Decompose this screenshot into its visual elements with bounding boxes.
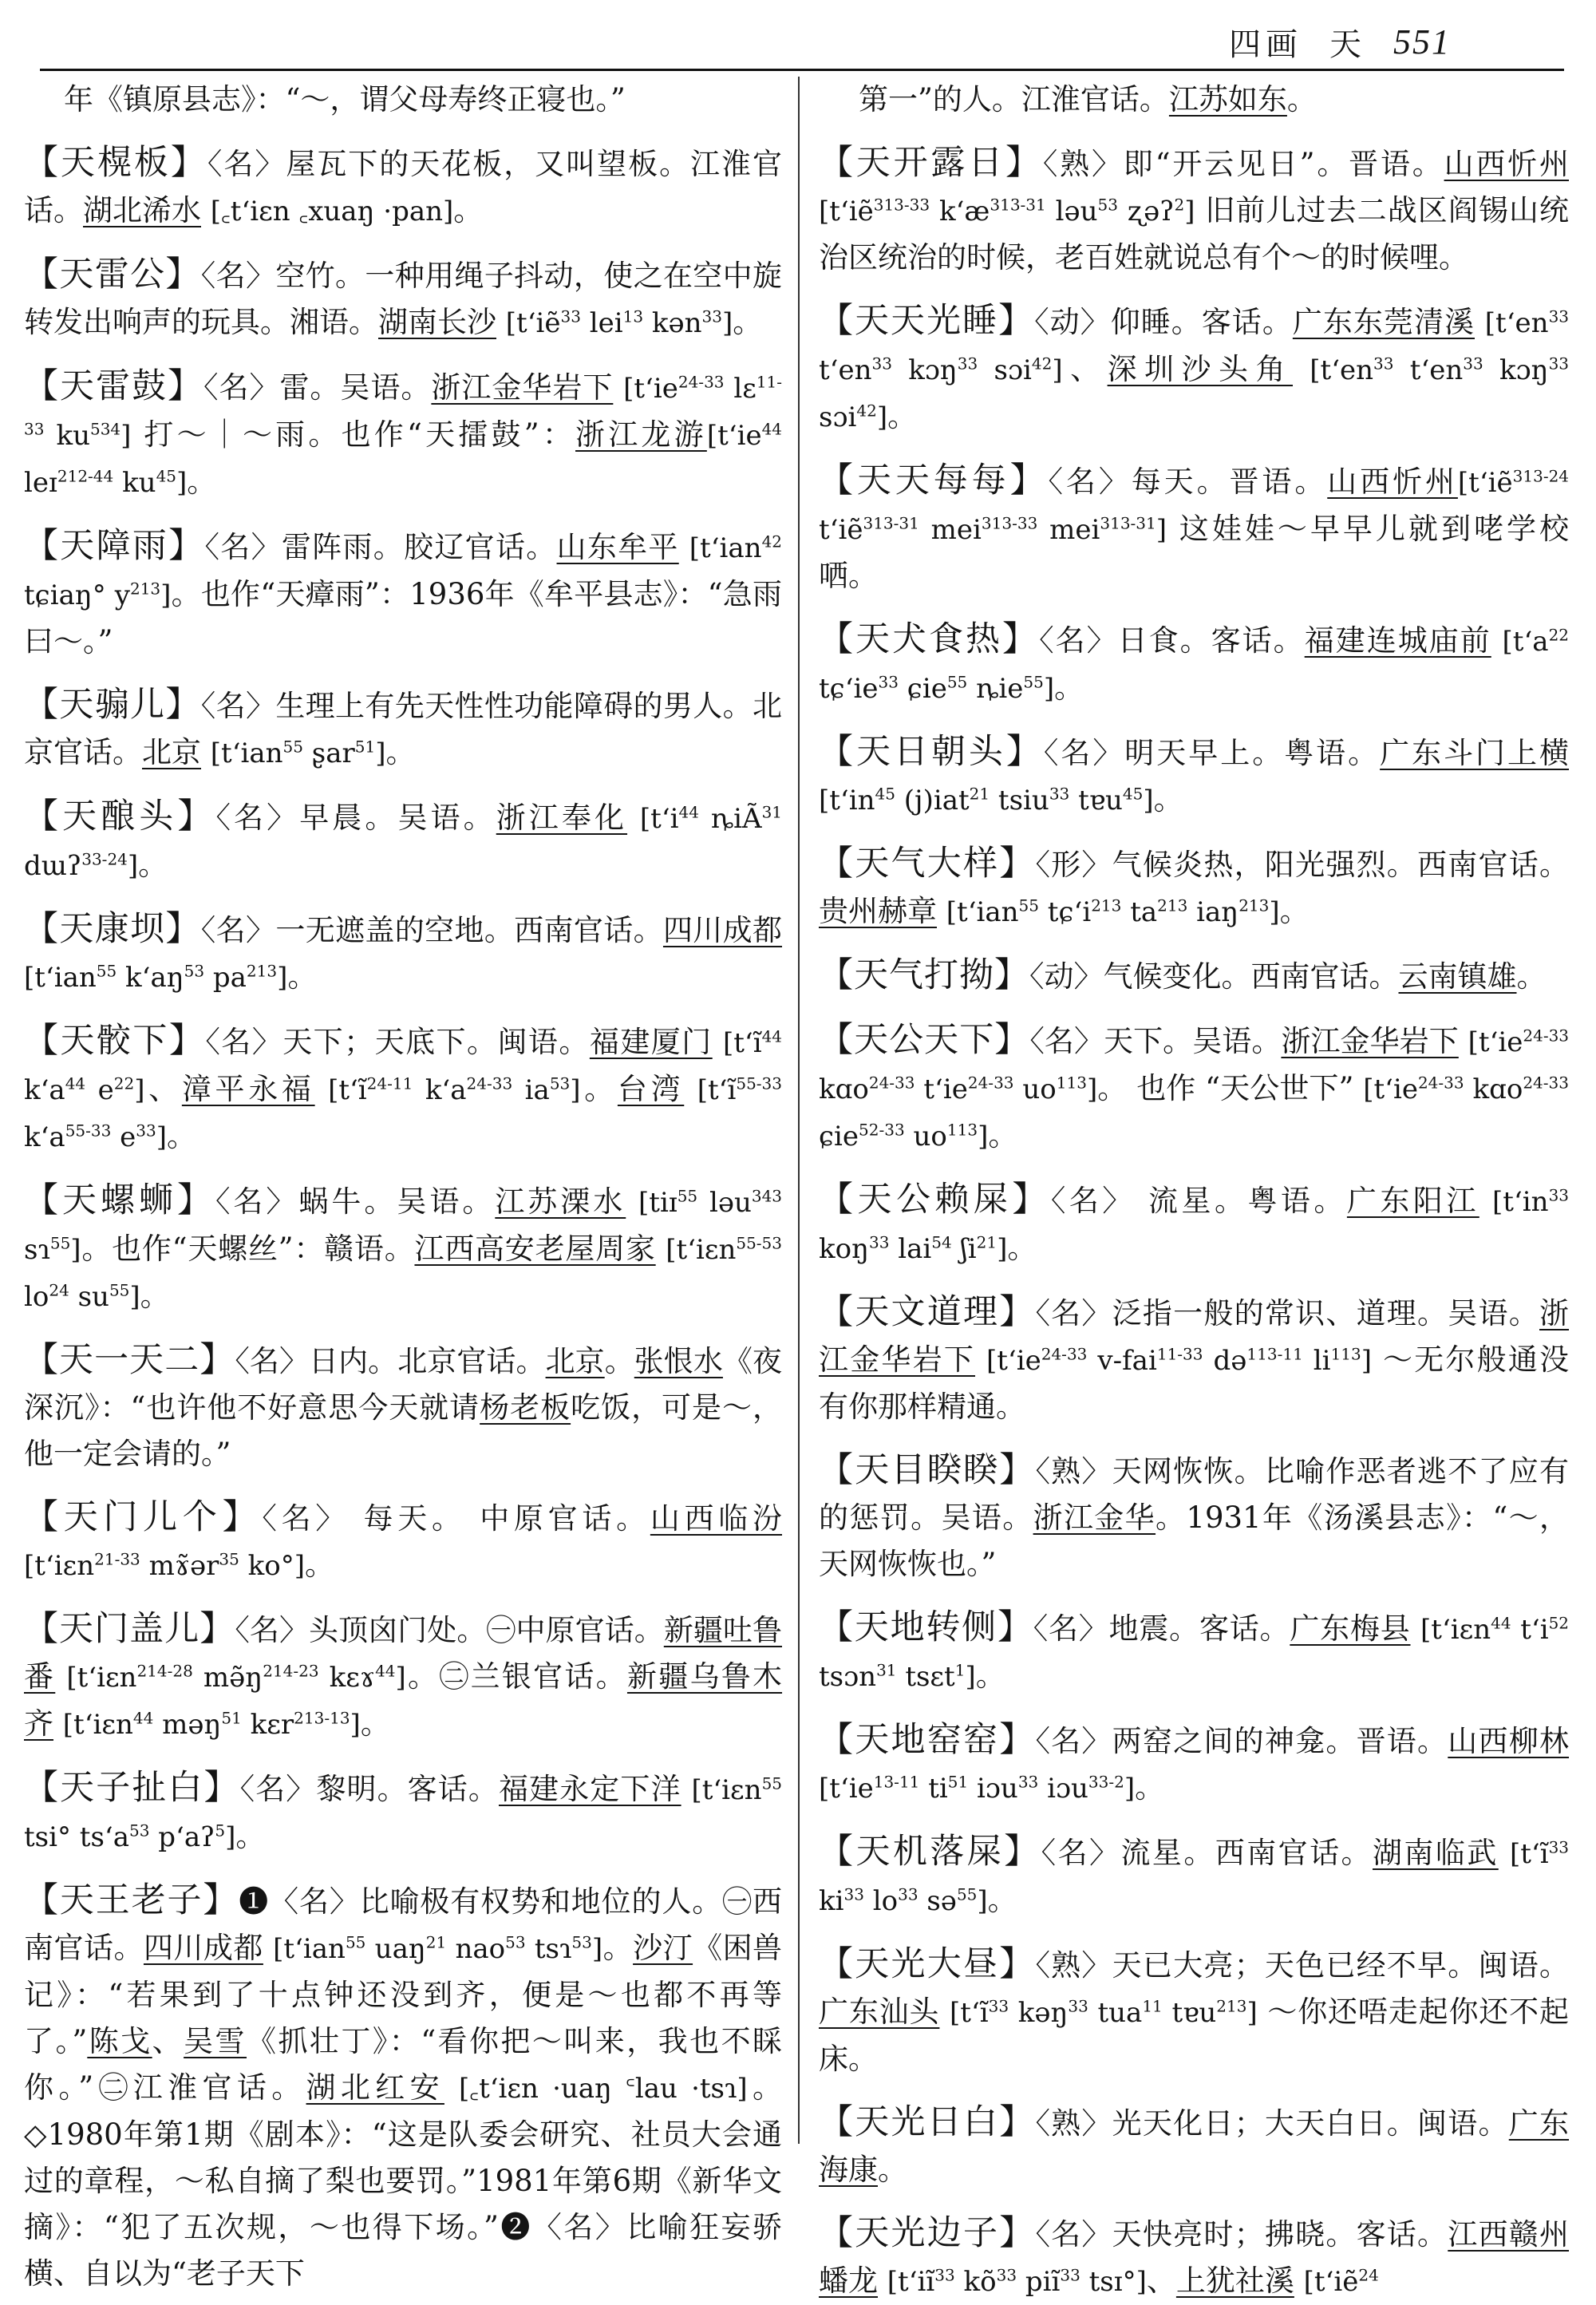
definition-text: 〈名〉两窑之间的神龛。晋语。 — [1035, 1724, 1448, 1758]
phonetic-transcription: [$t‘ie^{24-33}$ kɑo$^{24-33}$ $t‘ie^{24-33}$ $uo^{113}$] — [819, 1026, 1570, 1105]
dictionary-entry — [819, 1289, 1569, 1430]
place-name: 台湾 — [617, 1072, 685, 1106]
place-name: 湖北浠水 — [83, 193, 201, 227]
place-name: 山西临汾 — [650, 1501, 783, 1536]
entry-headword: 【天地转侧】 — [819, 1607, 1033, 1647]
place-name: 四川成都 — [143, 1931, 263, 1965]
definition-text: 〈动〉仰睡。客话。 — [1034, 305, 1293, 339]
place-name: 福建连城庙前 — [1304, 623, 1491, 658]
dictionary-entry — [24, 363, 782, 506]
dictionary-entry — [24, 1494, 782, 1589]
phonetic-transcription: [$t‘ie^{13-11}$ $ti^{51}$ iɔu$^{33}$ iɔu$^{33-2}$] — [819, 1772, 1136, 1805]
place-name: 广东梅县 — [1290, 1611, 1411, 1646]
entry-headword: 【天光大昼】 — [819, 1944, 1036, 1984]
right-column — [819, 77, 1570, 2298]
phonetic-transcription: [$t‘ĩ^{33}$ kəŋ$^{33}$ tua$^{11}$ tɐu$^{213}$] — [950, 1996, 1258, 2029]
entry-headword: 【天犬食热】 — [819, 619, 1040, 659]
phonetic-transcription: [$t‘a^{22}$ $tɕ‘ie^{33}$ ɕie$^{55}$ ȵie$^{55}$] — [819, 625, 1570, 705]
dictionary-entry — [24, 251, 782, 346]
definition-text: 〈名〉早晨。吴语。 — [215, 801, 496, 835]
phonetic-transcription: [t‘ian$^{55}$ $k‘aŋ^{53}$ $pa^{213}$] — [24, 961, 288, 994]
definition-text: 〈名〉日食。客话。 — [1039, 623, 1305, 658]
phonetic-transcription: [$t‘iĩ^{33}$ $kõ^{33}$ piĩ$^{33}$ tsɪ°] — [887, 2265, 1147, 2298]
entry-headword: 【天雷公】 — [24, 255, 201, 295]
definition-text: 〈名〉天下；天底下。闽语。 — [205, 1025, 590, 1059]
dictionary-entry — [819, 1717, 1569, 1812]
phonetic-transcription: [$t‘i^{44}$ ȵiÃ$^{31}$ dɯʔ$^{33-24}$] — [24, 802, 783, 882]
place-name: 山东牟平 — [556, 530, 679, 564]
place-name: 四川成都 — [662, 913, 783, 947]
definition-text: 。 — [305, 1548, 334, 1582]
definition-text: 。也作“天螺丝”：赣语。 — [81, 1232, 415, 1266]
entry-headword: 【天门盖儿】 — [24, 1609, 235, 1649]
entry-headword: 【天气大样】 — [819, 844, 1036, 884]
definition-text: 。 — [975, 1659, 1005, 1693]
entry-headword: 【天酿头】 — [24, 797, 216, 836]
phonetic-transcription: [t‘iẽ$^{313-24}$ t‘iẽ$^{313-31}$ mei$^{313-33}$ mei$^{313-31}$] — [819, 466, 1570, 546]
dictionary-entry — [819, 1447, 1569, 1587]
place-name: 张恨水 — [634, 1344, 723, 1378]
phonetic-transcription: [t‘iɛn$^{214-28}$ $mə̃ŋ^{214-23}$ kɛɤ$^{44}$] — [66, 1661, 406, 1694]
dictionary-entry — [24, 793, 782, 889]
place-name: 北京 — [142, 735, 201, 769]
dictionary-entry — [819, 952, 1569, 1000]
definition-text — [263, 1931, 273, 1965]
dictionary-entry — [819, 729, 1569, 824]
place-name: 山西忻州 — [1444, 147, 1569, 181]
definition-text: 。 — [1286, 82, 1317, 117]
definition-text — [939, 1995, 950, 2029]
place-name: 山西忻州 — [1327, 465, 1458, 499]
definition-text: 〈熟〉天网恢恢。比喻作恶者逃不了应有的惩罚。吴语。 — [819, 1454, 1570, 1535]
definition-text: 。也作“天瘴雨”：1936年《牟平县志》：“急雨曰～。” — [24, 577, 782, 658]
definition-text: 。 — [360, 1706, 390, 1741]
definition-text — [55, 1659, 66, 1694]
definition-text: 〈熟〉即“开云见日”。晋语。 — [1042, 147, 1444, 181]
continued-entry — [24, 77, 782, 123]
phonetic-transcription: [t‘iɛn$^{55-53}$ $lo^{24}$ $su^{55}$] — [24, 1233, 782, 1313]
dictionary-entry — [24, 1877, 782, 2297]
place-name: 浙江奉化 — [496, 801, 628, 835]
definition-text: 。 — [453, 193, 484, 227]
definition-text: 《抓壮丁》：“看你把～叫来，我也不睬你。”㊁江淮官话。 — [24, 2024, 783, 2105]
dictionary-entry — [819, 457, 1569, 599]
place-name: 新疆乌鲁木齐 — [24, 1659, 783, 1741]
definition-text: 这娃娃～早早儿就到咾学校哂。 — [819, 512, 1569, 593]
place-name: 杨老板 — [480, 1390, 571, 1425]
phonetic-transcription: [t‘iẽ$^{313-33}$ $k‘æ^{313-31}$ ləu$^{53}$ ʐəʔ$^2$] — [819, 195, 1195, 227]
definition-text: 、 — [152, 2024, 184, 2058]
entry-headword: 【天雷鼓】 — [24, 366, 203, 406]
entry-headword: 【天榥板】 — [24, 143, 207, 183]
definition-text: 〈名〉明天早上。粤语。 — [1043, 736, 1381, 770]
dictionary-entry — [819, 840, 1569, 935]
definition-text: 〈名〉 流星。粤语。 — [1050, 1184, 1347, 1218]
entry-headword: 【天日朝头】 — [819, 732, 1044, 772]
definition-text — [1479, 1184, 1492, 1218]
place-name: 陈戈 — [87, 2024, 152, 2058]
phonetic-transcription: [꜀t‘iɛn ꜀xuaŋ ·pan] — [210, 196, 454, 227]
page-number: 551 — [1393, 22, 1451, 61]
place-name: 广东海康 — [819, 2106, 1570, 2187]
page-header — [1229, 18, 1564, 65]
definition-text: 。 — [580, 1072, 618, 1106]
definition-text: 。 — [1153, 782, 1183, 816]
definition-text: 〈名〉一无遮盖的空地。西南官话。 — [200, 913, 663, 947]
place-name: 湖南长沙 — [378, 305, 496, 339]
phonetic-transcription: [$t‘in^{45}$ (j)iat$^{21}$ tsiu$^{33}$ tɐu$^{45}$] — [819, 784, 1154, 816]
place-name: 江西赣州蟠龙 — [819, 2217, 1570, 2298]
dictionary-entry — [819, 1941, 1569, 2082]
definition-text: 、 — [1146, 2263, 1176, 2298]
entry-headword: 【天目睽睽】 — [819, 1450, 1036, 1490]
place-name: 山西柳林 — [1448, 1724, 1570, 1758]
definition-text: 。 — [1135, 1770, 1165, 1805]
entry-headword: 【天骟儿】 — [24, 685, 201, 725]
definition-text: 〈名〉天快亮时；拂晓。客话。 — [1035, 2217, 1448, 2252]
phonetic-transcription: [t‘iɛn$^{44}$ $t‘i^{52}$ tsɔn$^{31}$ tsɛt$^1$] — [819, 1613, 1570, 1693]
dictionary-entry — [819, 1604, 1569, 1700]
place-name: 漳平永福 — [181, 1072, 315, 1106]
dictionary-entry — [24, 140, 782, 235]
definition-text: 。 — [733, 305, 763, 339]
phonetic-transcription: [$t‘en^{33}$ $t‘en^{33}$ kɔŋ$^{33}$ sɔi$^{42}$] — [819, 306, 1570, 386]
definition-text — [626, 1184, 638, 1219]
entry-headword: 【天门儿个】 — [24, 1497, 263, 1537]
place-name: 浙江龙游 — [575, 417, 707, 452]
definition-text: 。 — [602, 1931, 634, 1965]
dictionary-entry — [819, 1017, 1569, 1160]
definition-text — [937, 894, 946, 928]
entry-headword: 【天障雨】 — [24, 526, 205, 566]
definition-text: 第一”的人。江淮官话。 — [859, 82, 1169, 117]
definition-text — [713, 1025, 723, 1059]
entry-headword: 【天骹下】 — [24, 1021, 206, 1061]
definition-text — [681, 1772, 692, 1806]
definition-text: 。㊁兰银官话。 — [405, 1659, 627, 1694]
definition-text: 《夜深沉》：“也许他不好意思今天就请 — [24, 1344, 782, 1425]
definition-text: 旧前儿过去二战区阎锡山统治区统治的时候，老百姓就说总有个～的时候哩。 — [819, 193, 1570, 275]
definition-text — [315, 1072, 328, 1106]
entry-headword: 【天气打拗】 — [819, 955, 1029, 995]
definition-text — [496, 305, 506, 339]
definition-text: 吃饭，可是～，他一定会请的。” — [24, 1390, 783, 1471]
place-name: 北京 — [545, 1344, 605, 1378]
phonetic-transcription: [t‘ian$^{55}$ $tɕ‘i^{213}$ $ta^{213}$ iaŋ$^{213}$] — [946, 896, 1280, 928]
entry-headword: 【天公天下】 — [819, 1020, 1030, 1060]
dictionary-entry — [24, 1177, 782, 1320]
definition-text — [627, 801, 640, 835]
place-name: 云南镇雄 — [1398, 959, 1517, 994]
place-name: 吴雪 — [184, 2024, 247, 2058]
place-name: 沙汀 — [633, 1931, 693, 1965]
definition-text — [684, 1072, 697, 1106]
place-name: 湖南临武 — [1372, 1836, 1499, 1870]
definition-text: 年《镇原县志》：“～，谓父母寿终正寝也。” — [64, 82, 626, 117]
definition-text: 。 — [878, 2153, 907, 2187]
place-name: 福建永定下洋 — [498, 1772, 681, 1806]
definition-text: 。◇1980年第1期《剧本》：“这是队委会研究、社员大会通过的章程，～私自摘了梨也要罚。”1981年第6期《新华文摘》：“犯了五次规，～也得下场。”❷〈名〉比喻狂妄骄横、自以为“老子天下 — [24, 2070, 783, 2291]
phonetic-transcription: [$t‘en^{33}$ $t‘en^{33}$ kɔŋ$^{33}$ sɔi$^{42}$] — [819, 354, 1570, 433]
place-name: 广东东莞清溪 — [1292, 305, 1475, 339]
phonetic-transcription: [$t‘ĩ^{33}$ $ki^{33}$ $lo^{33}$ sə$^{55}$] — [819, 1837, 1570, 1917]
place-name: 江西高安老屋周家 — [414, 1232, 656, 1266]
dictionary-entry — [819, 2210, 1569, 2305]
radical-label: 天 — [1329, 26, 1366, 63]
definition-text: 〈名〉头顶囟门处。㊀中原官话。 — [235, 1613, 664, 1647]
phonetic-transcription: [tiɪ$^{55}$ ləu$^{343}$ sɿ$^{55}$] — [24, 1186, 783, 1266]
dictionary-entry — [819, 616, 1569, 712]
definition-text: 〈形〉气候炎热，阳光强烈。西南官话。 — [1035, 848, 1570, 882]
definition-text: 。 — [988, 1118, 1018, 1152]
dictionary-entry — [24, 1765, 782, 1860]
definition-text — [1491, 623, 1503, 658]
definition-text: 〈名〉屋瓦下的天花板，又叫望板。江淮官话。 — [24, 147, 783, 227]
dictionary-entry — [819, 298, 1569, 441]
definition-text: 〈名〉蜗牛。吴语。 — [215, 1184, 496, 1219]
definition-text — [201, 193, 211, 227]
dictionary-entry — [819, 2099, 1569, 2193]
definition-text: 〈名〉每天。晋语。 — [1048, 465, 1328, 499]
phonetic-transcription: [t‘ian$^{55}$ uaŋ$^{21}$ nao$^{53}$ tsɿ$^{53}$] — [273, 1932, 603, 1965]
entry-headword: 【天天每每】 — [819, 461, 1049, 500]
place-name: 广东汕头 — [819, 1995, 940, 2029]
dictionary-entry — [24, 523, 782, 665]
phonetic-transcription: [$t‘ĩ^{24-11}$ $k‘a^{24-33}$ $ia^{53}$] — [328, 1073, 581, 1106]
definition-text: 《困兽记》：“若果到了十点钟还没到齐，便是～也都不再等了。” — [24, 1931, 783, 2058]
phonetic-transcription: [t‘iẽ$^{24}$ — [1303, 2265, 1379, 2298]
definition-text: 。 — [167, 1119, 196, 1153]
phonetic-transcription: [$t‘ĩ^{44}$ $k‘a^{44}$ $e^{22}$] — [24, 1026, 783, 1106]
definition-text — [53, 1706, 63, 1741]
definition-text: 〈名〉雷阵雨。胶辽官话。 — [204, 530, 557, 564]
definition-text: 〈名〉生理上有先天性性功能障碍的男人。北京官话。 — [24, 689, 783, 769]
definition-text — [679, 530, 689, 564]
place-name: 浙江金华岩下 — [431, 370, 614, 405]
definition-text: 、 — [144, 1072, 182, 1106]
place-name: 湖北红安 — [306, 2070, 444, 2105]
phonetic-transcription: [$t‘ie^{24-33}$ kɑo$^{24-33}$ ɕie$^{52-33}$ $uo^{113}$] — [819, 1073, 1569, 1152]
definition-text: 〈名〉雷。吴语。 — [203, 370, 432, 405]
phonetic-transcription: [$t‘ie^{44}$ leɪ$^{212-44}$ $ku^{45}$] — [24, 419, 783, 499]
definition-text: 。 — [287, 959, 318, 994]
phonetic-transcription: [t‘iɛn$^{44}$ məŋ$^{51}$ kɛr$^{213-13}$] — [62, 1708, 361, 1741]
place-name: 江苏溧水 — [495, 1184, 626, 1219]
definition-text: 。 — [1007, 1231, 1037, 1265]
definition-text: 。 — [235, 1819, 266, 1853]
definition-text — [201, 735, 211, 769]
entry-headword: 【天天光睡】 — [819, 301, 1035, 341]
definition-text: ～你还唔走起你还不起床。 — [819, 1995, 1570, 2076]
entry-headword: 【天子扯白】 — [24, 1768, 240, 1808]
dictionary-entry — [819, 1829, 1569, 1924]
definition-text: 〈熟〉天已大亮；天色已经不早。闽语。 — [1035, 1948, 1570, 1983]
definition-text: 〈熟〉光天化日；大天白日。闽语。 — [1035, 2106, 1509, 2141]
definition-text: ～无尔般通没有你那样精通。 — [819, 1342, 1570, 1424]
dictionary-entry — [24, 682, 782, 777]
column-divider — [798, 77, 800, 2144]
definition-text — [975, 1342, 986, 1377]
phonetic-transcription: [t‘ian$^{42}$ tɕiaŋ° $y^{213}$] — [24, 532, 783, 611]
definition-text: 。 — [385, 735, 416, 769]
place-name: 新疆吐鲁番 — [24, 1613, 782, 1694]
definition-text: 。 — [604, 1344, 634, 1378]
place-name: 浙江金华岩下 — [819, 1296, 1570, 1377]
phonetic-transcription: [t‘iɛn$^{55}$ tsi° $ts‘a^{53}$ p‘aʔ$^5$] — [24, 1773, 783, 1853]
definition-text: 。 — [140, 1279, 170, 1313]
definition-text: 〈动〉气候变化。西南官话。 — [1029, 959, 1399, 994]
phonetic-transcription: [t‘ian$^{55}$ ʂar$^{51}$] — [210, 737, 386, 769]
definition-text — [1499, 1836, 1510, 1870]
dictionary-entry — [24, 906, 782, 1001]
header-rule — [40, 69, 1564, 71]
definition-text: 〈名〉黎明。客话。 — [239, 1772, 499, 1806]
dictionary-entry — [24, 1606, 782, 1748]
definition-text: 打～｜～雨。也作“天擂鼓”： — [131, 417, 576, 452]
definition-text — [444, 2070, 459, 2105]
phonetic-transcription: [t‘iɛn$^{21-33}$ mɤ̃ər$^{35}$ ko°] — [24, 1549, 305, 1582]
definition-text — [1294, 2263, 1304, 2298]
phonetic-transcription: [t‘iẽ$^{33}$ lei$^{13}$ kən$^{33}$] — [505, 306, 733, 339]
definition-text — [613, 370, 623, 405]
definition-text: 、 — [1062, 352, 1108, 386]
place-name: 浙江金华岩下 — [1281, 1024, 1459, 1058]
entry-headword: 【天光日白】 — [819, 2102, 1036, 2142]
entry-headword: 【天文道理】 — [819, 1292, 1036, 1332]
phonetic-transcription: [$t‘in^{33}$ koŋ$^{33}$ lai$^{54}$ ʃi$^{21}$] — [819, 1185, 1570, 1265]
definition-text — [878, 2263, 887, 2298]
dictionary-entry — [819, 1176, 1569, 1272]
definition-text: 〈名〉日内。北京官话。 — [235, 1344, 546, 1378]
place-name: 深圳沙头角 — [1107, 352, 1294, 386]
definition-text: 〈名〉地震。客话。 — [1033, 1611, 1290, 1646]
entry-headword: 【天开露日】 — [819, 143, 1043, 183]
dictionary-entry — [819, 140, 1569, 281]
definition-text — [1293, 352, 1310, 386]
place-name: 贵州赫章 — [819, 894, 937, 928]
entry-headword: 【天王老子】 — [24, 1880, 239, 1920]
definition-text: 。 — [138, 848, 168, 882]
definition-text: 〈名〉泛指一般的常识、道理。吴语。 — [1035, 1296, 1540, 1330]
entry-headword: 【天公赖屎】 — [819, 1180, 1051, 1220]
entry-headword: 【天光边子】 — [819, 2213, 1036, 2253]
place-name: 江苏如东 — [1168, 82, 1287, 117]
dictionary-entry — [24, 1018, 782, 1160]
definition-text: 。 也作 “天公世下” — [1097, 1071, 1364, 1105]
place-name: 浙江金华 — [1033, 1500, 1156, 1535]
entry-headword: 【天机落屎】 — [819, 1832, 1041, 1872]
definition-text — [1459, 1024, 1468, 1058]
definition-text: 〈名〉天下。吴语。 — [1029, 1024, 1282, 1058]
dictionary-entry — [24, 1337, 782, 1477]
place-name: 广东斗门上横 — [1380, 736, 1570, 770]
definition-text — [1410, 1611, 1420, 1646]
definition-text — [1475, 305, 1485, 339]
place-name: 上犹社溪 — [1175, 2263, 1294, 2298]
phonetic-transcription: [$t‘ie^{24-33}$ lɛ$^{11-33}$ $ku^{534}$] — [24, 372, 783, 452]
definition-text: 。 — [1516, 959, 1547, 994]
left-column — [24, 77, 783, 2291]
definition-text: 。 — [1279, 894, 1310, 928]
definition-text: 。 — [887, 399, 918, 433]
place-name: 福建厦门 — [589, 1025, 713, 1059]
continued-entry — [819, 77, 1569, 123]
phonetic-transcription: [$t‘ie^{24-33}$ v-fai$^{11-33}$ də$^{113-11}$ $li^{113}$] — [986, 1344, 1373, 1377]
phonetic-transcription: [꜀t‘iɛn ·uaŋ ꜂lau ·tsɿ] — [459, 2073, 748, 2105]
definition-text: ❶〈名〉比喻极有权势和地位的人。㊀西南官话。 — [24, 1884, 783, 1965]
definition-text: 〈名〉 每天。 中原官话。 — [262, 1501, 650, 1536]
definition-text — [656, 1232, 666, 1266]
entry-headword: 【天螺蛳】 — [24, 1180, 215, 1220]
entry-headword: 【天康坝】 — [24, 909, 201, 949]
entry-headword: 【天一天二】 — [24, 1340, 235, 1380]
phonetic-transcription: [$t‘ĩ^{55-33}$ $k‘a^{55-33}$ $e^{33}$] — [24, 1073, 782, 1153]
definition-text: 。 — [1054, 670, 1084, 705]
definition-text: 。 — [987, 1883, 1017, 1917]
definition-text: 。 — [187, 465, 217, 499]
definition-text: 。1931年《汤溪县志》：“～，天网恢恢也。” — [819, 1500, 1570, 1581]
entry-headword: 【天地窑窑】 — [819, 1720, 1036, 1760]
place-name: 广东阳江 — [1346, 1184, 1479, 1218]
definition-text: 〈名〉流星。西南官话。 — [1041, 1836, 1373, 1870]
definition-text: 〈名〉空竹。一种用绳子抖动，使之在空中旋转发出响声的玩具。湘语。 — [24, 259, 783, 339]
section-label: 四画 — [1229, 26, 1302, 63]
